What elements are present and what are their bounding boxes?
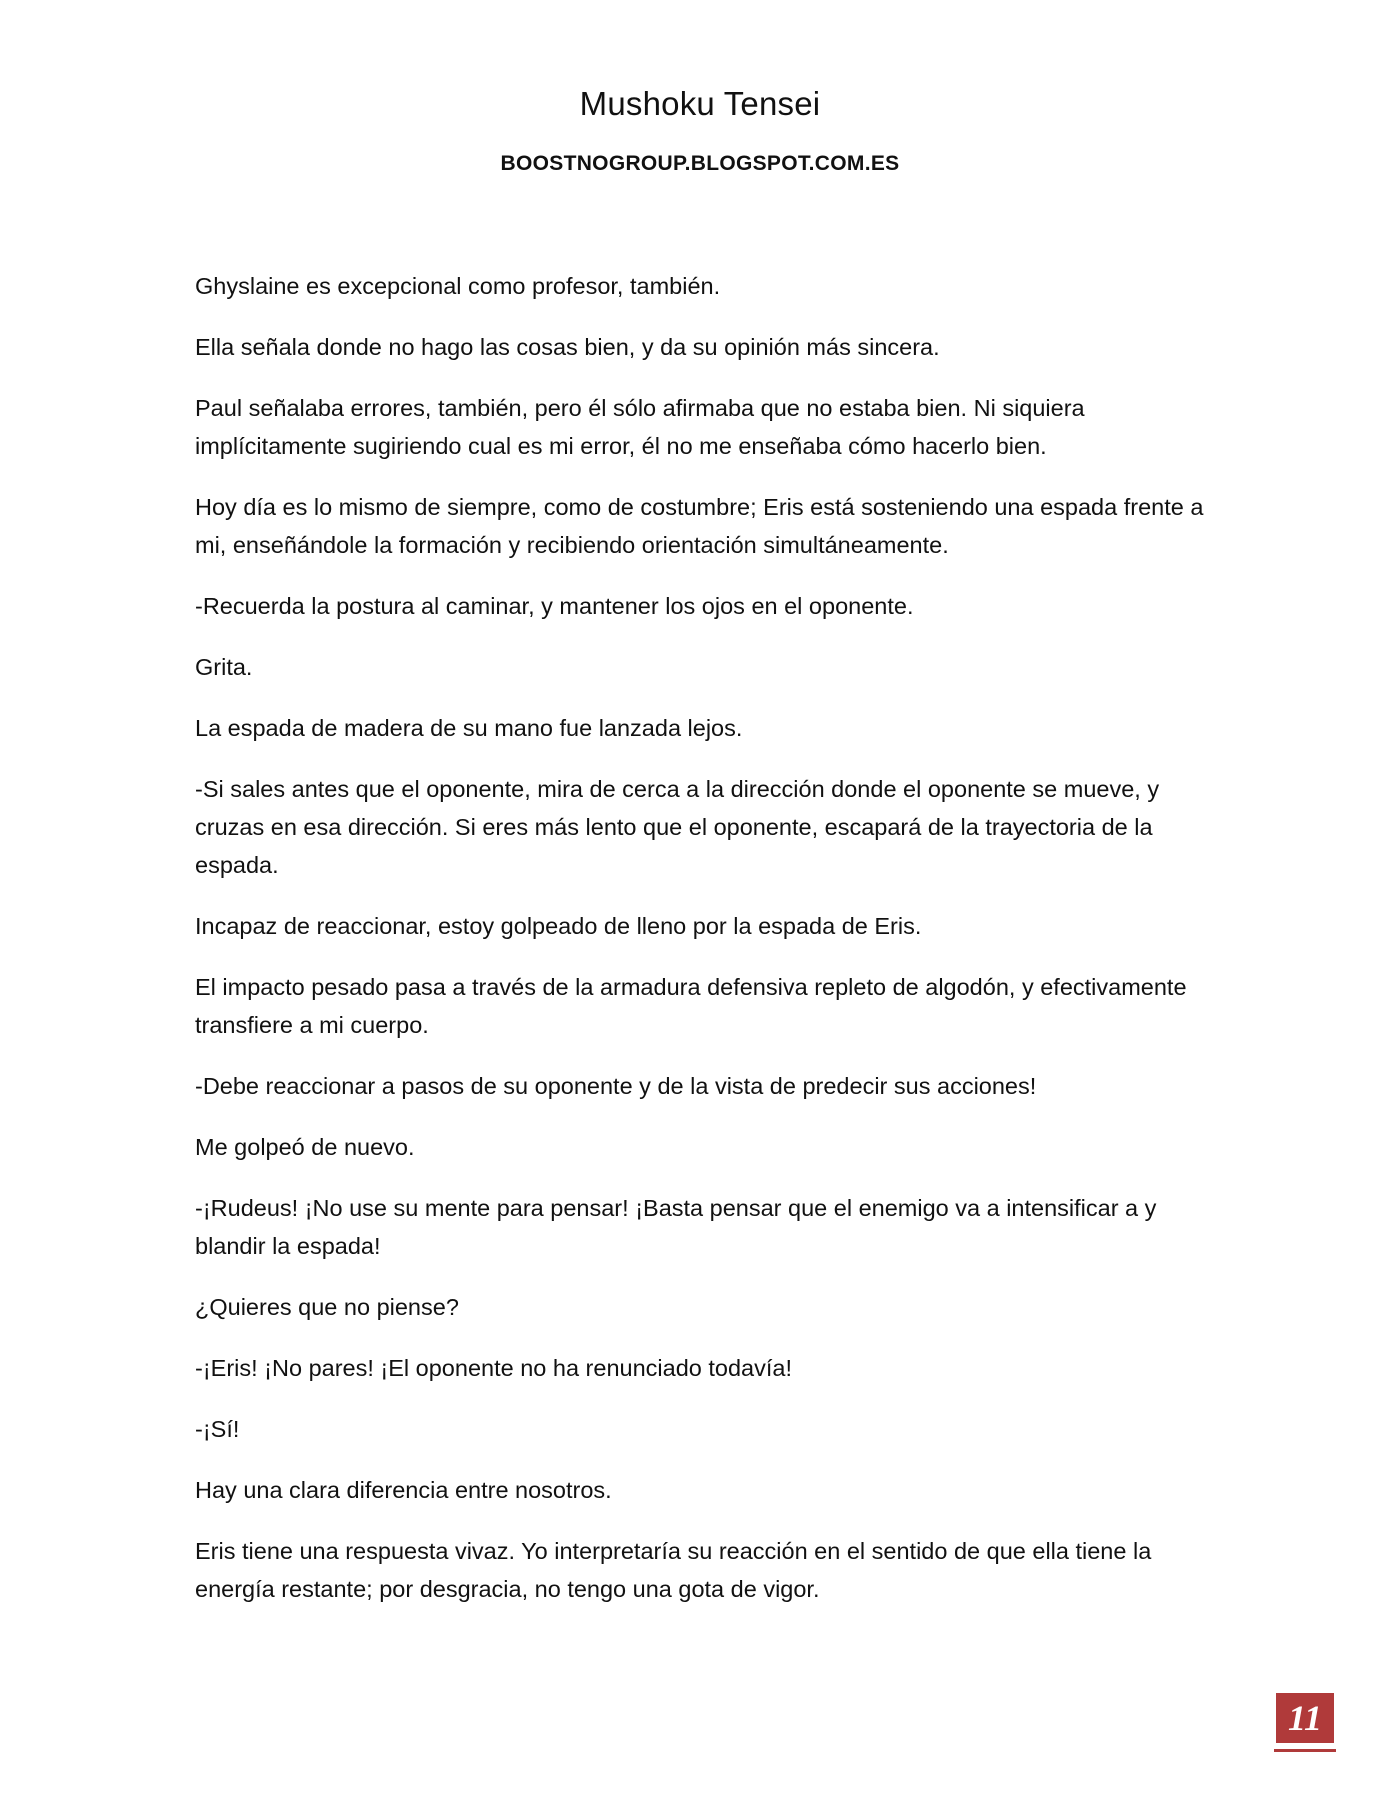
paragraph: La espada de madera de su mano fue lanzada lejos. (195, 715, 743, 741)
body-text (195, 267, 1215, 1631)
paragraph: -¡Eris! ¡No pares! ¡El oponente no ha renunciado todavía! (195, 1355, 792, 1381)
site-url: BOOSTNOGROUP.BLOGSPOT.COM.ES (500, 152, 900, 175)
paragraph: Eris tiene una respuesta vivaz. Yo interpretaría su reacción en el sentido de que ella tiene la energía restante; por desgracia, no tengo una gota de vigor. (195, 1538, 1152, 1602)
paragraph: -Debe reaccionar a pasos de su oponente y de la vista de predecir sus acciones! (195, 1073, 1037, 1099)
paragraph: Hoy día es lo mismo de siempre, como de costumbre; Eris está sosteniendo una espada frente a mi, enseñándole la formación y recibiendo orientación simultáneamente. (195, 494, 1204, 558)
paragraph: El impacto pesado pasa a través de la armadura defensiva repleto de algodón, y efectivamente transfiere a mi cuerpo. (195, 974, 1187, 1038)
page-header (0, 78, 1400, 178)
paragraph: -Recuerda la postura al caminar, y mantener los ojos en el oponente. (195, 593, 914, 619)
paragraph: ¿Quieres que no piense? (195, 1294, 459, 1320)
page-number: 11 (1276, 1693, 1334, 1743)
paragraph: Incapaz de reaccionar, estoy golpeado de lleno por la espada de Eris. (195, 913, 922, 939)
paragraph: Hay una clara diferencia entre nosotros. (195, 1477, 612, 1503)
paragraph: -¡Rudeus! ¡No use su mente para pensar! ¡Basta pensar que el enemigo va a intensificar a y blandir la espada! (195, 1195, 1157, 1259)
paragraph: Ella señala donde no hago las cosas bien, y da su opinión más sincera. (195, 334, 940, 360)
page-number-underline (1274, 1749, 1336, 1752)
paragraph: Ghyslaine es excepcional como profesor, también. (195, 273, 721, 299)
paragraph: Me golpeó de nuevo. (195, 1134, 415, 1160)
paragraph: Grita. (195, 654, 253, 680)
document-title: Mushoku Tensei (579, 85, 821, 122)
paragraph: -¡Sí! (195, 1416, 240, 1442)
paragraph: -Si sales antes que el oponente, mira de cerca a la dirección donde el oponente se mueve, y cruzas en esa dirección. Si eres más lento que el oponente, escapará de la trayectoria de la espada. (195, 776, 1160, 878)
paragraph: Paul señalaba errores, también, pero él sólo afirmaba que no estaba bien. Ni siquiera implícitamente sugiriendo cual es mi error, él no me enseñaba cómo hacerlo bien. (195, 395, 1085, 459)
